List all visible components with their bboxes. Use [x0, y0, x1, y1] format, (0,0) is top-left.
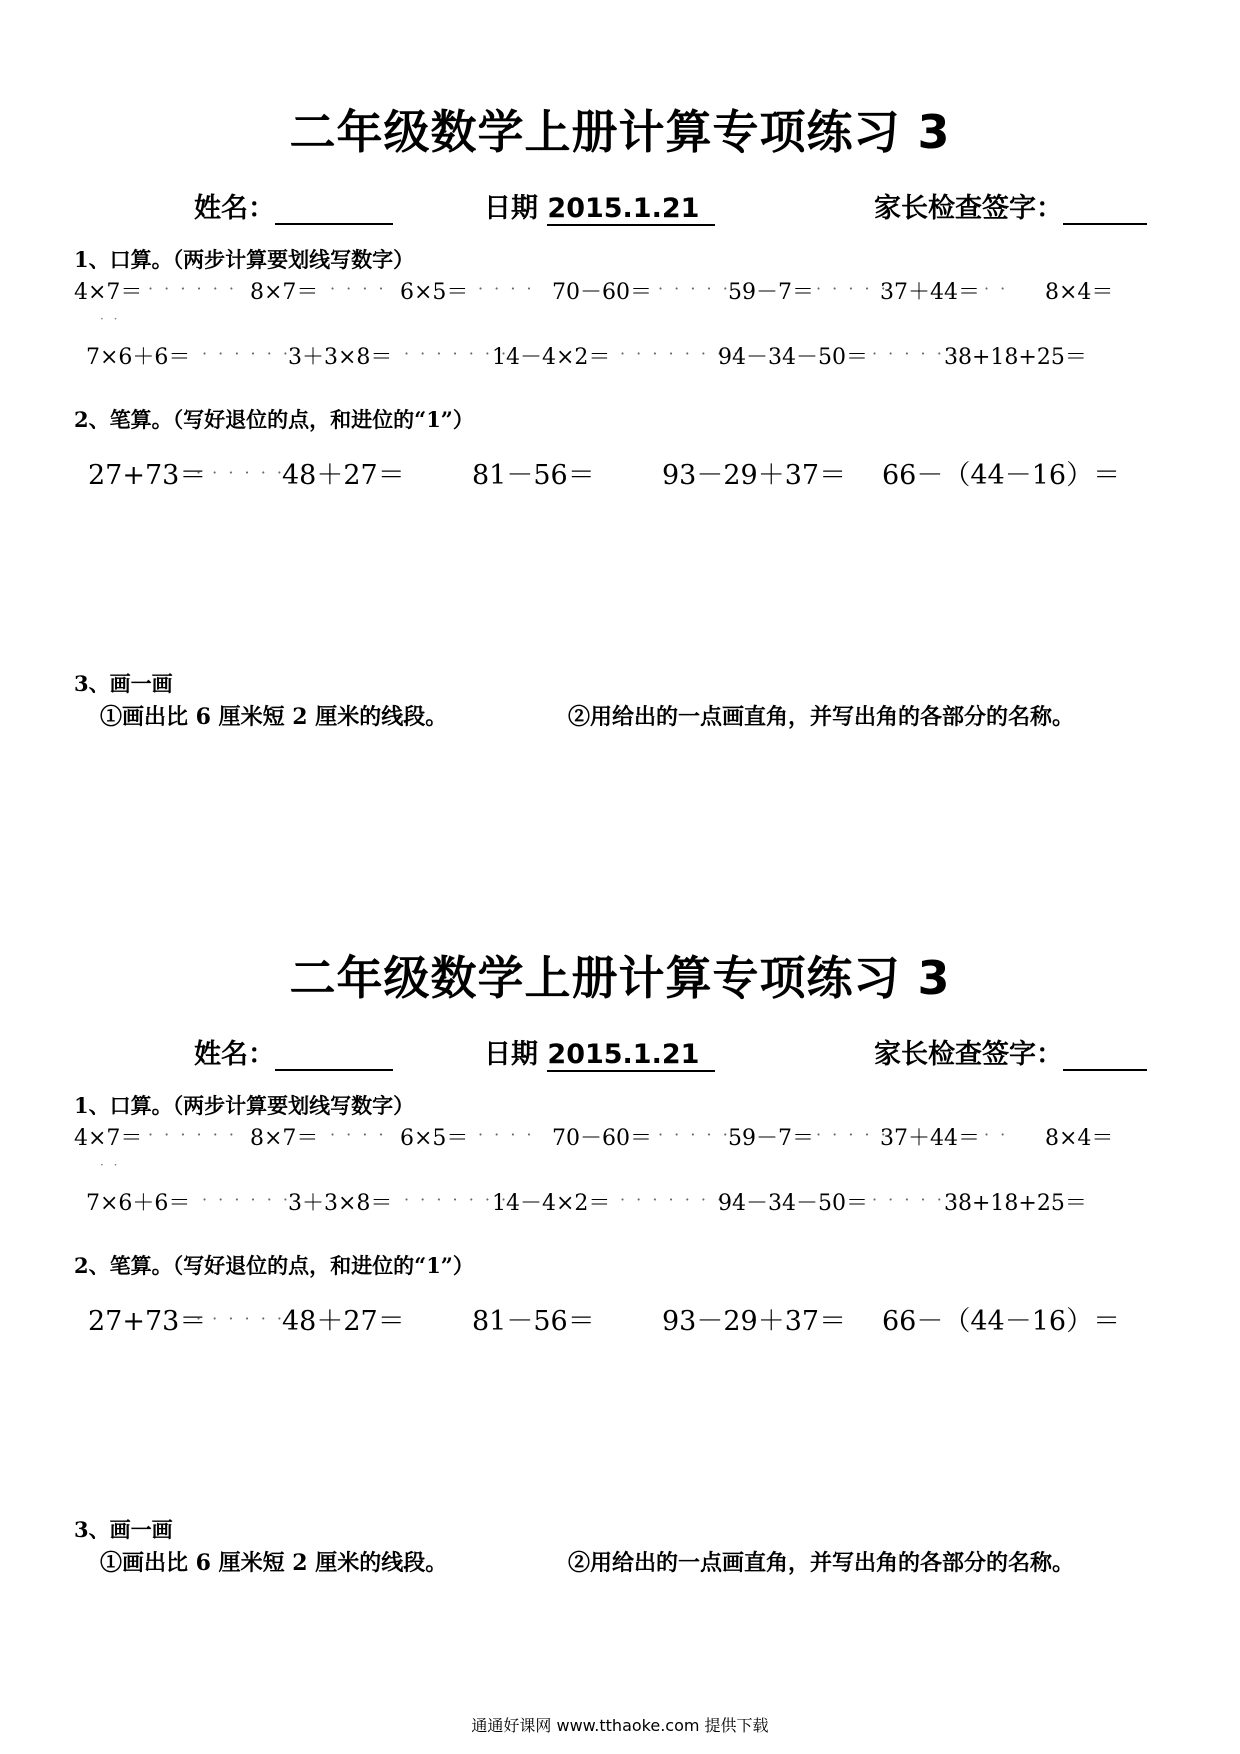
problem: 8×4＝ [1045, 280, 1114, 305]
problem: 6×5＝ [400, 280, 469, 305]
parent-signature-label: 家长检查签字： [874, 1039, 1063, 1070]
date-field [484, 1032, 715, 1071]
problem: 59－7＝ [728, 280, 814, 305]
worksheet-copy-2 [0, 846, 1240, 1692]
name-blank[interactable] [275, 193, 393, 225]
section-2-heading: 2、笔算。（写好退位的点，和进位的“1”） [74, 1253, 474, 1278]
date-label: 日期 [484, 1039, 538, 1070]
date-label: 日期 [484, 193, 538, 224]
problem: 70－60＝ [552, 280, 652, 305]
problem: 81－56＝ [472, 1306, 595, 1337]
name-label: 姓名： [194, 193, 275, 224]
parent-signature-field [874, 186, 1147, 225]
section-2-heading: 2、笔算。（写好退位的点，和进位的“1”） [74, 407, 474, 432]
answer-dots: · · · · · [658, 1125, 731, 1144]
answer-dots: · · · · · · [872, 1190, 961, 1209]
problem: 48＋27＝ [282, 460, 405, 491]
name-label: 姓名： [194, 1039, 275, 1070]
worksheet-title: 二年级数学上册计算专项练习 3 [289, 105, 951, 159]
problem: 37＋44＝ [880, 280, 980, 305]
problem: 48＋27＝ [282, 1306, 405, 1337]
answer-dots: · · [984, 1125, 1009, 1144]
answer-dots: · · · · · · [148, 279, 237, 298]
section-1-heading: 1、口算。（两步计算要划线写数字） [74, 1093, 415, 1118]
problem: 3＋3×8＝ [288, 1191, 393, 1216]
problem: 59－7＝ [728, 1126, 814, 1151]
problem: 8×7＝ [250, 280, 319, 305]
parent-signature-blank[interactable] [1063, 193, 1147, 225]
answer-dots: · · · · · · · · [620, 344, 742, 363]
stray-dots: · · [100, 1158, 121, 1172]
problem: 7×6＋6＝ [86, 345, 191, 370]
answer-dots: · · · · · · · [404, 1190, 510, 1209]
problem: 94－34－50＝ [718, 1191, 868, 1216]
problem: 4×7＝ [74, 280, 143, 305]
answer-dots: · · · · · · · [404, 344, 510, 363]
answer-dots: · · · · · · [202, 1190, 291, 1209]
answer-dots: · · · · · [816, 1125, 889, 1144]
problem: 8×7＝ [250, 1126, 319, 1151]
answer-dots: · · · · · · · · [620, 1190, 742, 1209]
problem: 14－4×2＝ [492, 345, 611, 370]
answer-dots: · · · · [478, 1125, 535, 1144]
answer-dots: · · [984, 279, 1009, 298]
answer-dots: · · · · · [658, 279, 731, 298]
name-blank[interactable] [275, 1039, 393, 1071]
answer-dots: · · · · · · [196, 463, 285, 482]
problem: 27+73＝ [88, 460, 207, 491]
draw-task-2: ②用给出的一点画直角，并写出角的各部分的名称。 [568, 1550, 1075, 1576]
draw-task-1: ①画出比 6 厘米短 2 厘米的线段。 [100, 704, 448, 730]
worksheet-title: 二年级数学上册计算专项练习 3 [289, 951, 951, 1005]
problem: 3＋3×8＝ [288, 345, 393, 370]
problem: 93－29＋37＝ [662, 1306, 847, 1337]
section-3-heading: 3、画一画 [74, 1517, 173, 1542]
problem: 38+18+25＝ [944, 1191, 1087, 1216]
name-field [194, 186, 393, 225]
date-field [484, 186, 715, 225]
problem: 70－60＝ [552, 1126, 652, 1151]
answer-dots: · · · · [330, 279, 387, 298]
date-value: 2015.1.21 [547, 1039, 715, 1072]
problem: 94－34－50＝ [718, 345, 868, 370]
problem: 93－29＋37＝ [662, 460, 847, 491]
answer-dots: · · · · [478, 279, 535, 298]
problem: 66－（44－16）＝ [882, 1306, 1121, 1337]
problem: 37＋44＝ [880, 1126, 980, 1151]
problem: 81－56＝ [472, 460, 595, 491]
problem: 8×4＝ [1045, 1126, 1114, 1151]
draw-task-1: ①画出比 6 厘米短 2 厘米的线段。 [100, 1550, 448, 1576]
parent-signature-field [874, 1032, 1147, 1071]
parent-signature-label: 家长检查签字： [874, 193, 1063, 224]
problem: 4×7＝ [74, 1126, 143, 1151]
worksheet-copy-1 [0, 0, 1240, 846]
answer-dots: · · · · · · [872, 344, 961, 363]
section-3-heading: 3、画一画 [74, 671, 173, 696]
answer-dots: · · · · · [816, 279, 889, 298]
answer-dots: · · · · · · [202, 344, 291, 363]
section-1-heading: 1、口算。（两步计算要划线写数字） [74, 247, 415, 272]
problem: 66－（44－16）＝ [882, 460, 1121, 491]
problem: 14－4×2＝ [492, 1191, 611, 1216]
answer-dots: · · · · · · [196, 1309, 285, 1328]
footer-credit: 通通好课网 www.tthaoke.com 提供下载 [471, 1716, 769, 1735]
parent-signature-blank[interactable] [1063, 1039, 1147, 1071]
problem: 6×5＝ [400, 1126, 469, 1151]
name-field [194, 1032, 393, 1071]
problem: 7×6＋6＝ [86, 1191, 191, 1216]
answer-dots: · · · · · · [148, 1125, 237, 1144]
draw-task-2: ②用给出的一点画直角，并写出角的各部分的名称。 [568, 704, 1075, 730]
stray-dots: · · [100, 312, 121, 326]
problem: 38+18+25＝ [944, 345, 1087, 370]
problem: 27+73＝ [88, 1306, 207, 1337]
date-value: 2015.1.21 [547, 193, 715, 226]
answer-dots: · · · · [330, 1125, 387, 1144]
